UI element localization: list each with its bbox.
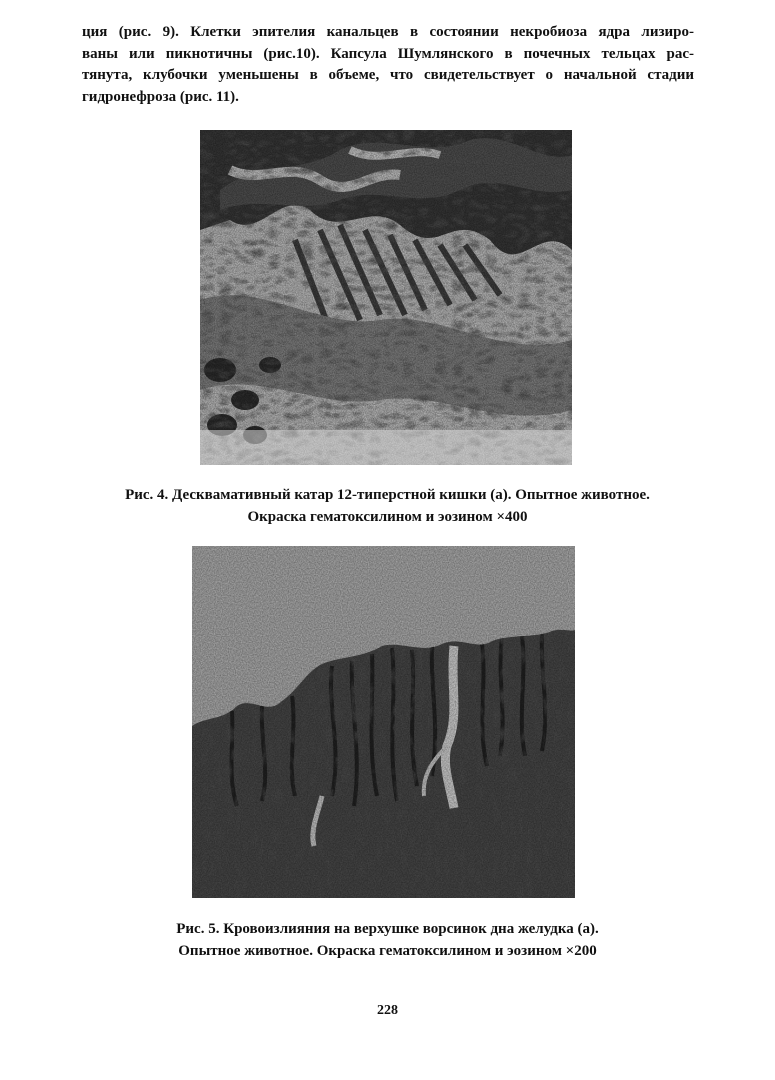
micrograph-duodenum [200, 130, 572, 465]
body-paragraph [82, 22, 694, 108]
figure-caption-4 [60, 484, 715, 528]
text-line: ваны или пикнотичны (рис.10). Капсула Шумлянского в почечных тельцах рас- [82, 45, 694, 62]
micrograph-stomach [192, 546, 575, 898]
caption-line: Рис. 5. Кровоизлияния на верхушке ворсинок дна желудка (а). [176, 921, 599, 937]
text-line: гидронефроза (рис. 11). [82, 88, 239, 105]
text-line: ция (рис. 9). Клетки эпителия канальцев в состоянии некробиоза ядра лизиро- [82, 24, 694, 40]
text-line: тянута, клубочки уменьшены в объеме, что свидетельствует о начальной стадии [82, 67, 694, 83]
caption-line: Окраска гематоксилином и эозином ×400 [247, 509, 528, 525]
caption-line: Рис. 4. Десквамативный катар 12-типерстной кишки (а). Опытное животное. [125, 487, 650, 503]
figure-caption-5 [60, 918, 715, 962]
caption-line: Опытное животное. Окраска гематоксилином и эозином ×200 [178, 943, 597, 959]
page-number: 228 [377, 1003, 398, 1018]
